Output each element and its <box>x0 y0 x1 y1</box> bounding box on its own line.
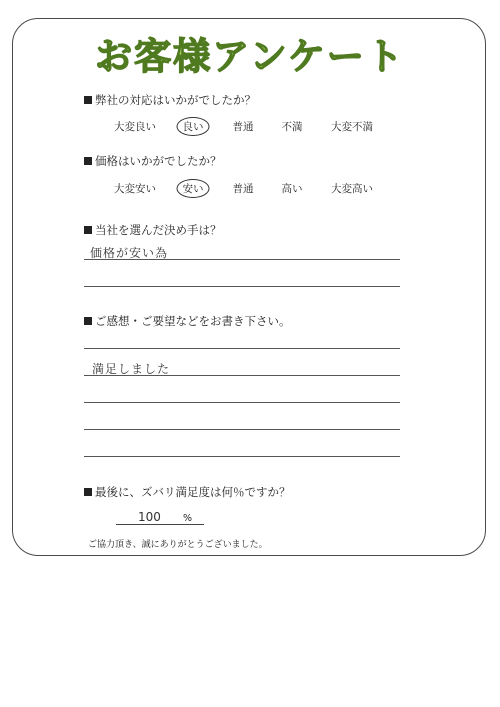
question-2-label: 価格はいかがでしたか？ <box>84 153 222 169</box>
thank-you-footer: ご協力頂き、誠にありがとうございました。 <box>88 540 268 550</box>
question-4-label: ご感想・ご要望などをお書き下さい。 <box>84 313 291 329</box>
q1-option-1[interactable]: 大変良い <box>114 121 156 133</box>
answer-line <box>84 402 400 403</box>
answer-line <box>84 429 400 430</box>
answer-line <box>84 375 400 376</box>
percent-answer-line <box>116 524 204 525</box>
q1-option-2-selected[interactable]: 良い <box>177 117 210 136</box>
q1-option-3[interactable]: 普通 <box>232 121 254 133</box>
q2-option-2-selected[interactable]: 安い <box>177 179 210 198</box>
square-bullet-icon <box>84 317 92 325</box>
page-title: お客様アンケート <box>95 35 405 78</box>
question-1-label: 弊社の対応はいかがでしたか？ <box>84 92 256 108</box>
q3-handwritten-answer: 価格が安い為 <box>90 246 169 260</box>
square-bullet-icon <box>84 157 92 165</box>
q2-option-3[interactable]: 普通 <box>232 183 254 195</box>
question-5-label: 最後に、ズバリ満足度は何％ですか？ <box>84 484 291 500</box>
square-bullet-icon <box>84 226 92 234</box>
answer-line <box>84 456 400 457</box>
question-3-label: 当社を選んだ決め手は？ <box>84 222 222 238</box>
q2-option-4[interactable]: 高い <box>281 183 303 195</box>
percent-unit: % <box>183 513 193 524</box>
q2-option-5[interactable]: 大変高い <box>331 183 373 195</box>
answer-line <box>84 286 400 287</box>
square-bullet-icon <box>84 488 92 496</box>
q1-option-5[interactable]: 大変不満 <box>331 121 373 133</box>
square-bullet-icon <box>84 96 92 104</box>
q2-option-1[interactable]: 大変安い <box>114 183 156 195</box>
answer-line <box>84 348 400 349</box>
q4-handwritten-answer: 満足しました <box>92 362 171 376</box>
q1-option-4[interactable]: 不満 <box>281 121 303 133</box>
q5-handwritten-answer: 100 <box>138 510 161 524</box>
answer-line <box>84 259 400 260</box>
